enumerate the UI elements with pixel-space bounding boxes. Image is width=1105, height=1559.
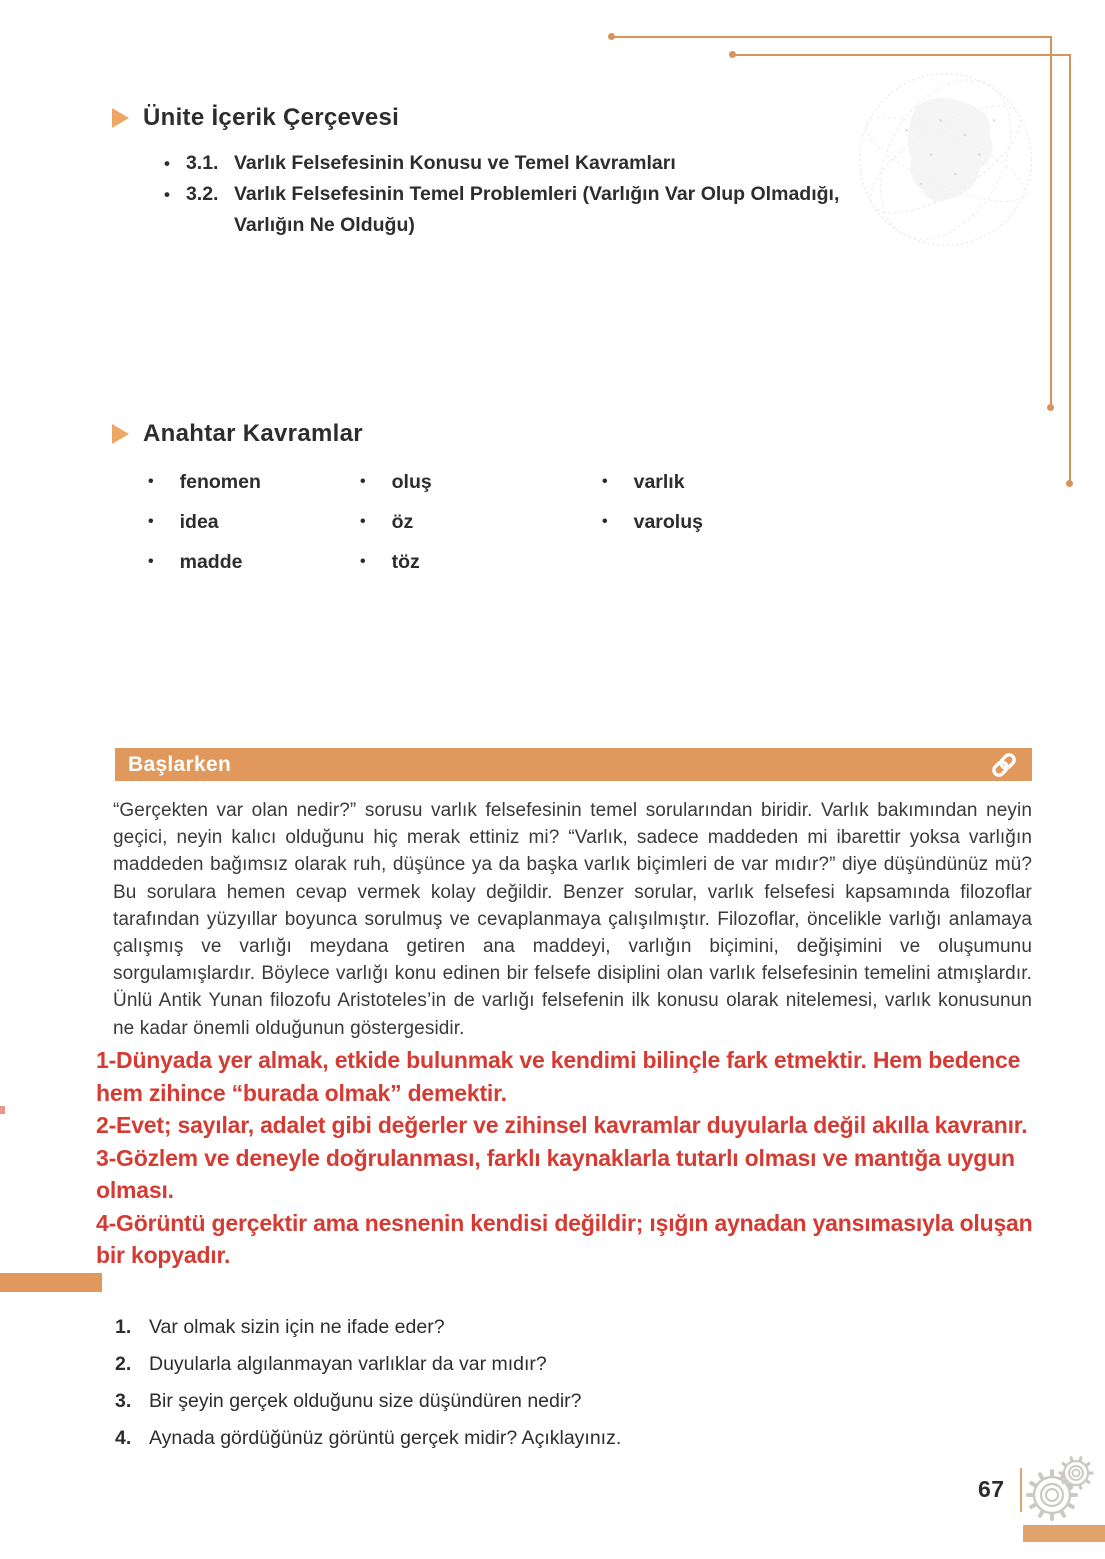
key-concept [360, 502, 432, 542]
unit-content-heading [112, 104, 912, 132]
question-text: Duyularla algılanmayan varlıklar da var mıdır? [149, 1353, 547, 1375]
bullet-icon: • [602, 473, 608, 490]
decorative-dot [1066, 480, 1073, 487]
question-text: Aynada gördüğünüz görüntü gerçek midir? Açıklayınız. [149, 1427, 622, 1449]
decorative-dot [1047, 404, 1054, 411]
question-number: 1. [115, 1316, 132, 1338]
decorative-dot [608, 33, 615, 40]
key-concept [148, 542, 261, 582]
stray-red-mark [0, 1106, 5, 1114]
key-concepts-column [360, 462, 432, 582]
page-number: 67 [978, 1476, 1005, 1502]
unit-item [164, 179, 912, 241]
decorative-line-horizontal-1 [612, 36, 1052, 38]
key-concept-label: töz [391, 550, 420, 573]
key-concepts-grid [112, 462, 912, 592]
key-concept [360, 542, 432, 582]
bullet-icon: • [164, 154, 170, 173]
unit-item-text: Varlık Felsefesinin Konusu ve Temel Kavramları [233, 152, 676, 174]
question-number: 2. [115, 1353, 132, 1375]
bullet-icon: • [360, 553, 366, 570]
bullet-icon: • [602, 513, 608, 530]
decorative-line-vertical-2 [1069, 54, 1071, 484]
key-concept [148, 462, 261, 502]
key-concepts-column [602, 462, 703, 542]
bottom-accent-bar [1023, 1525, 1105, 1542]
key-concepts-heading [112, 420, 912, 448]
decorative-line-horizontal-2 [733, 54, 1071, 56]
unit-item-text: Varlık Felsefesinin Temel Problemleri (Varlığın Var Olup Olmadığı, Varlığın Ne Olduğu) [233, 183, 840, 236]
arrow-bullet-icon [112, 424, 129, 444]
question-text: Var olmak sizin için ne ifade eder? [149, 1316, 445, 1338]
questions-list [115, 1316, 835, 1464]
unit-content-list [164, 148, 912, 241]
key-concept [148, 502, 261, 542]
key-concept-label: fenomen [179, 470, 261, 493]
key-concepts-title: Anahtar Kavramlar [143, 420, 363, 447]
answer-text-4: 4-Görüntü gerçektir ama nesnenin kendisi değildir; ışığın aynadan yansımasıyla oluşan bir kopyadır. [96, 1209, 1033, 1268]
answer-text-3: 3-Gözlem ve deneyle doğrulanması, farklı kaynaklarla tutarlı olması ve mantığa uygun olması. [96, 1144, 1015, 1203]
bullet-icon: • [360, 513, 366, 530]
decorative-dot [729, 51, 736, 58]
question-item [115, 1353, 835, 1375]
unit-item-number: 3.1. [185, 152, 219, 174]
bullet-icon: • [148, 513, 154, 530]
unit-item [164, 148, 912, 179]
left-accent-bar [0, 1273, 102, 1292]
unit-content-title: Ünite İçerik Çerçevesi [143, 104, 400, 131]
key-concepts-column [148, 462, 261, 582]
decorative-line-vertical-1 [1050, 36, 1052, 408]
question-number: 3. [115, 1390, 132, 1412]
key-concept [602, 462, 703, 502]
question-item [115, 1390, 835, 1412]
bullet-icon: • [360, 473, 366, 490]
gears-icon [1022, 1447, 1102, 1523]
question-item [115, 1316, 835, 1338]
question-text: Bir şeyin gerçek olduğunu size düşündüren nedir? [149, 1390, 582, 1412]
bullet-icon: • [164, 185, 170, 204]
baslarken-title: Başlarken [128, 752, 232, 776]
arrow-bullet-icon [112, 108, 129, 128]
question-item [115, 1427, 835, 1449]
key-concept [602, 502, 703, 542]
chain-link-icon [989, 750, 1019, 780]
unit-item-number: 3.2. [185, 183, 219, 205]
key-concept-label: oluş [391, 470, 432, 493]
question-number: 4. [115, 1427, 132, 1449]
unit-content-section [112, 104, 912, 241]
key-concept-label: varoluş [633, 510, 703, 533]
baslarken-banner [115, 748, 1032, 781]
bullet-icon: • [148, 553, 154, 570]
key-concept-label: idea [179, 510, 219, 533]
key-concept-label: madde [179, 550, 243, 573]
answer-text-1: 1-Dünyada yer almak, etkide bulunmak ve kendimi bilinçle fark etmektir. Hem bedence hem zihince “burada olmak” demektir. [96, 1047, 1021, 1106]
key-concept [360, 462, 432, 502]
answer-text-2: 2-Evet; sayılar, adalet gibi değerler ve zihinsel kavramlar duyularla değil akılla kavranır. [96, 1112, 1028, 1138]
key-concept-label: öz [391, 510, 414, 533]
answers-block [96, 1044, 1041, 1272]
key-concepts-section [112, 420, 912, 592]
bullet-icon: • [148, 473, 154, 490]
key-concept-label: varlık [633, 470, 685, 493]
intro-paragraph: “Gerçekten var olan nedir?” sorusu varlık felsefesinin temel sorularından biridir. Varlık bakımından neyin geçici, neyin kalıcı olduğunu hiç merak ettiniz mi? “Varlık, sadece maddeden mi ibarettir yoksa varlığın maddeden bağımsız olarak ruh, düşünce ya da başka varlık biçimleri de var mıdır?” diye düşündünüz mü? Bu sorulara hemen cevap vermek kolay değildir. Benzer sorular, varlık felsefesi kapsamında filozoflar tarafından yüzyıllar boyunca sorulmuş ve cevaplanmaya çalışılmıştır. Filozoflar, öncelikle varlığı anlamaya çalışmış ve varlığı meydana getiren ana maddeyi, varlığın biçimini, değişimini ve oluşumunu sorgulamışlardır. Böylece varlığı konu edinen bir felsefe disiplini olan varlık felsefesinin temelini atmışlardır. Ünlü Antik Yunan filozofu Aristoteles’in de varlığı felsefenin ilk konusu olarak nitelemesi, varlık konusunun ne kadar önemli olduğunun göstergesidir. [113, 800, 1032, 1039]
